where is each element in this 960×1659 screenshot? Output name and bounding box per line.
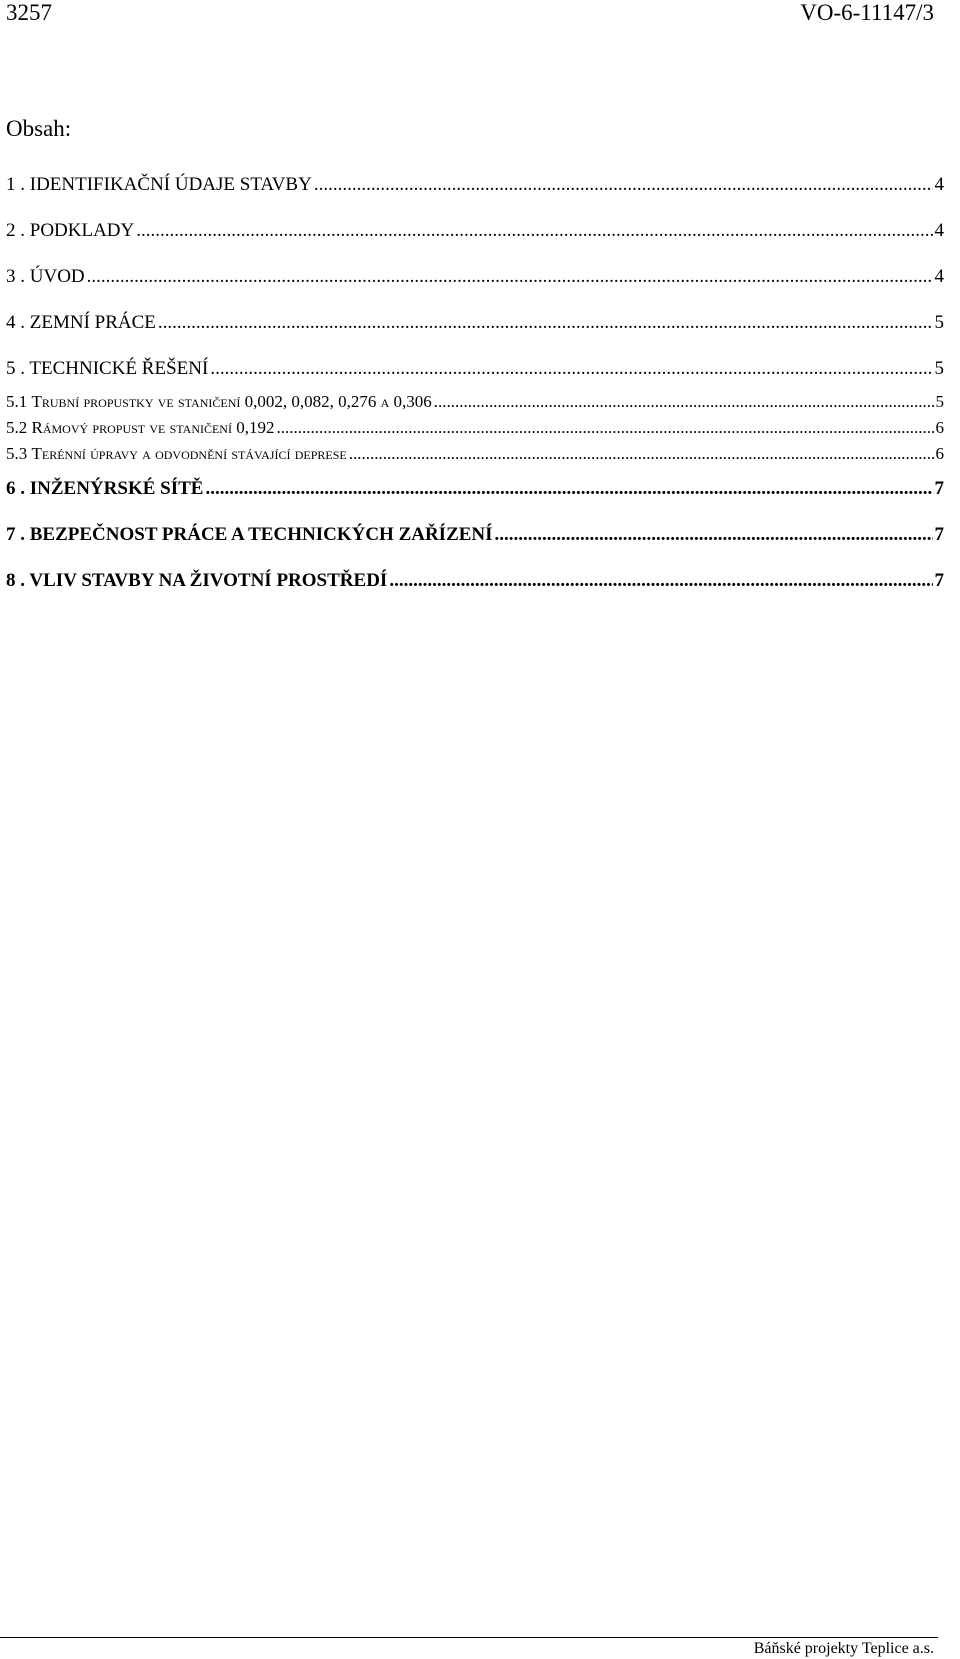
toc-entry-label: 8 . VLIV STAVBY NA ŽIVOTNÍ PROSTŘEDÍ xyxy=(6,570,388,591)
toc-entry-label: 3 . ÚVOD xyxy=(6,266,85,287)
toc-entry-caps: Trubní propustky ve staničení xyxy=(31,392,241,411)
toc-entry-page: 4 xyxy=(934,266,944,287)
toc-entry-tail: 0,192 xyxy=(236,418,275,437)
toc-leader-dots xyxy=(434,392,934,412)
toc-entry-label: 1 . IDENTIFIKAČNÍ ÚDAJE STAVBY xyxy=(6,174,312,195)
toc-entry-1[interactable] xyxy=(6,174,944,196)
toc-leader-dots xyxy=(158,312,933,334)
toc-entry-3[interactable] xyxy=(6,266,944,288)
toc-entry-label: 5 . TECHNICKÉ ŘEŠENÍ xyxy=(6,358,209,379)
toc-entry-caps: Rámový propust ve staničení xyxy=(31,418,232,437)
toc-leader-dots xyxy=(349,444,934,464)
toc-entry-label: 6 . INŽENÝRSKÉ SÍTĚ xyxy=(6,478,204,499)
toc-leader-dots xyxy=(389,570,932,592)
toc-entry-5-2[interactable] xyxy=(6,418,944,438)
toc-leader-dots xyxy=(87,266,933,288)
toc-entry-page: 4 xyxy=(934,220,944,241)
toc-title: Obsah: xyxy=(6,116,72,141)
toc-entry-page: 7 xyxy=(934,570,944,591)
toc-entry-page: 5 xyxy=(934,358,944,379)
toc-entry-6[interactable] xyxy=(6,478,944,500)
footer-company: Báňské projekty Teplice a.s. xyxy=(753,1640,934,1657)
toc-entry-label xyxy=(6,418,274,438)
toc-entry-5-1[interactable] xyxy=(6,392,944,412)
toc-entry-7[interactable] xyxy=(6,524,944,546)
toc-entry-end: 0,306 xyxy=(393,392,432,411)
toc-entry-number: 5.3 xyxy=(6,444,28,463)
toc-entry-label xyxy=(6,392,432,412)
toc-leader-dots xyxy=(276,418,933,438)
toc-entry-5-3[interactable] xyxy=(6,444,944,464)
toc-entry-5[interactable] xyxy=(6,358,944,380)
toc-entry-label: 7 . BEZPEČNOST PRÁCE A TECHNICKÝCH ZAŘÍZENÍ xyxy=(6,524,493,545)
toc-entry-page: 6 xyxy=(935,444,944,463)
toc-entry-conjunction: a xyxy=(380,392,390,411)
header-document-code: VO-6-11147/3 xyxy=(800,0,934,25)
header-page-number: 3257 xyxy=(6,0,52,25)
toc-entry-number: 5.2 xyxy=(6,418,28,437)
toc-entry-label: 4 . ZEMNÍ PRÁCE xyxy=(6,312,156,333)
toc-entry-page: 5 xyxy=(935,392,944,411)
toc-entry-2[interactable] xyxy=(6,220,944,242)
toc-entry-number: 5.1 xyxy=(6,392,28,411)
toc-leader-dots xyxy=(314,174,933,196)
toc-entry-page: 4 xyxy=(934,174,944,195)
toc-entry-label xyxy=(6,444,347,464)
toc-entry-caps: Terénní úpravy a odvodnění stávající deprese xyxy=(31,444,347,463)
toc-entry-8[interactable] xyxy=(6,570,944,592)
toc-leader-dots xyxy=(205,478,932,500)
toc-entry-page: 7 xyxy=(934,524,944,545)
toc-entry-page: 6 xyxy=(935,418,944,437)
toc-entry-page: 7 xyxy=(934,478,944,499)
toc-leader-dots xyxy=(495,524,933,546)
toc-entry-page: 5 xyxy=(934,312,944,333)
toc-entry-tail: 0,002, 0,082, 0,276 xyxy=(244,392,377,411)
toc-entry-4[interactable] xyxy=(6,312,944,334)
toc-leader-dots xyxy=(136,220,932,242)
toc-leader-dots xyxy=(210,358,932,380)
toc-entry-label: 2 . PODKLADY xyxy=(6,220,135,241)
footer-divider xyxy=(0,1637,938,1638)
